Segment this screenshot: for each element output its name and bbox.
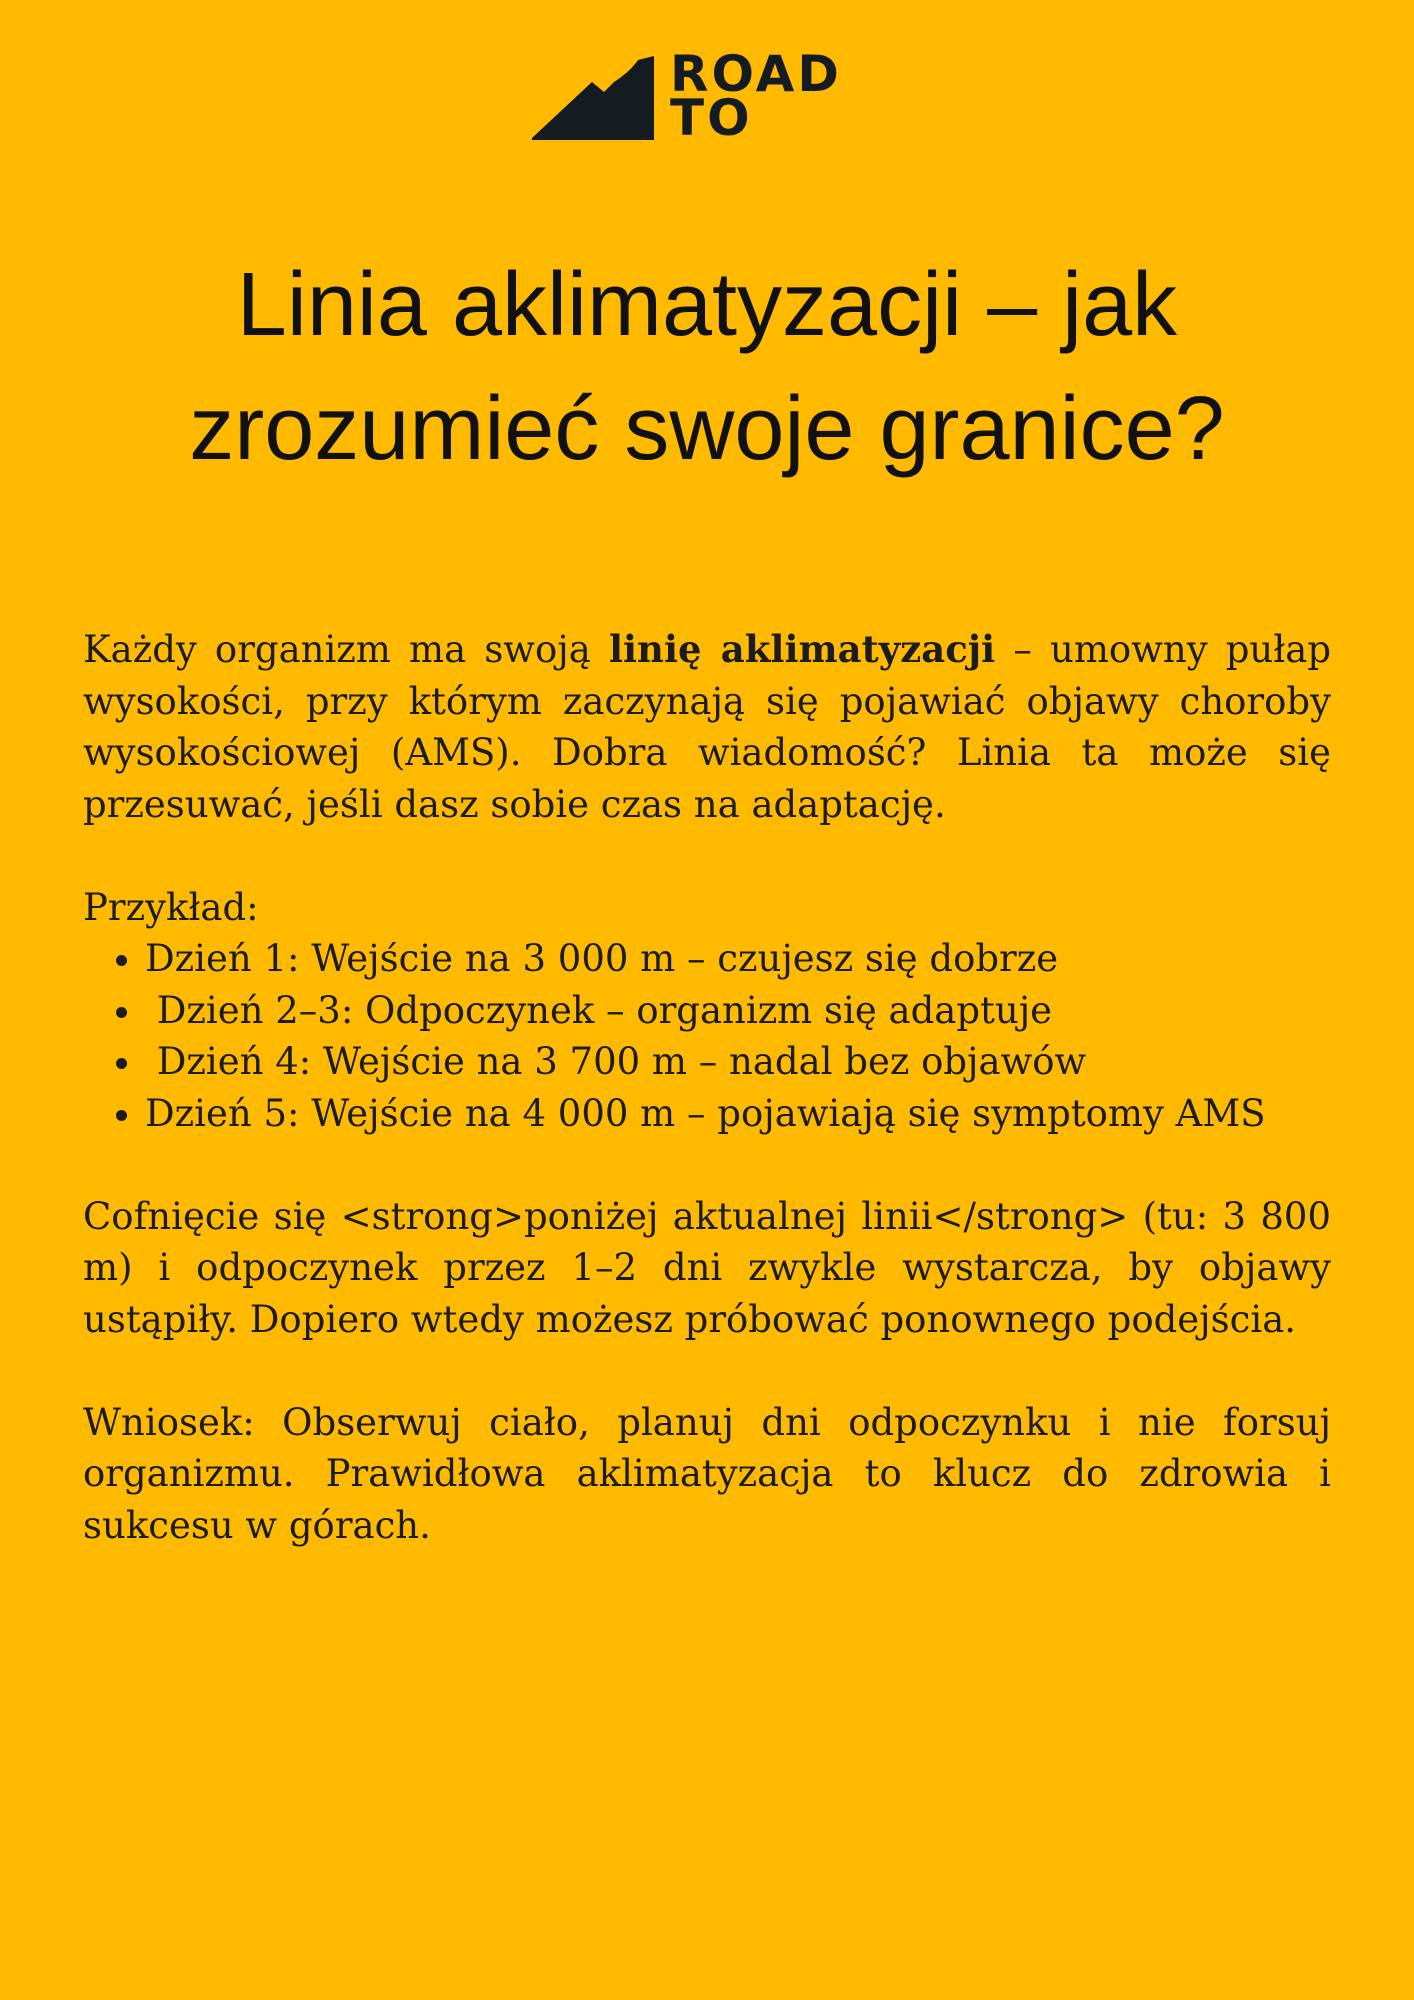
- example-item: • Dzień 2–3: Odpoczynek – organizm się adaptuje: [145, 985, 1331, 1037]
- example-item: • Dzień 1: Wejście na 3 000 m – czujesz się dobrze: [145, 933, 1331, 985]
- intro-text-after: – umowny pułap wysokości, przy którym zaczynają się pojawiać objawy choroby wysokościowej (AMS). Dobra wiadomość? Linia ta może się przesuwać, jeśli dasz sobie czas na adaptację.: [83, 628, 1332, 826]
- intro-paragraph: [83, 624, 1331, 830]
- logo-line-road: ROAD: [670, 45, 842, 103]
- intro-bold-term: linię aklimatyzacji: [608, 627, 996, 671]
- road-to-logo: [530, 45, 890, 147]
- example-item: • Dzień 4: Wejście na 3 700 m – nadal bez objawów: [145, 1036, 1331, 1088]
- intro-text-before: Każdy organizm ma swoją: [83, 628, 609, 671]
- example-item: • Dzień 5: Wejście na 4 000 m – pojawiają się symptomy AMS: [145, 1088, 1331, 1140]
- article-body: [83, 624, 1331, 1551]
- example-label: Przykład:: [83, 885, 259, 929]
- mountain-icon: [530, 52, 660, 144]
- retreat-paragraph: Cofnięcie się <strong>poniżej aktualnej linii</strong> (tu: 3 800 m) i odpoczynek przez 1–2 dni zwykle wystarcza, by objawy ustąpiły. Dopiero wtedy możesz próbować ponownego podejścia.: [83, 1194, 1331, 1341]
- logo-line-to: TO: [670, 89, 753, 147]
- page-title: [100, 243, 1314, 491]
- title-line-2: zrozumieć swoje granice?: [189, 379, 1225, 479]
- title-line-1: Linia aklimatyzacji – jak: [236, 255, 1178, 355]
- example-list: [83, 933, 1331, 1139]
- logo-text: [670, 45, 842, 147]
- conclusion-paragraph: Wniosek: Obserwuj ciało, planuj dni odpoczynku i nie forsuj organizmu. Prawidłowa aklimatyzacja to klucz do zdrowia i sukcesu w górach.: [83, 1400, 1331, 1547]
